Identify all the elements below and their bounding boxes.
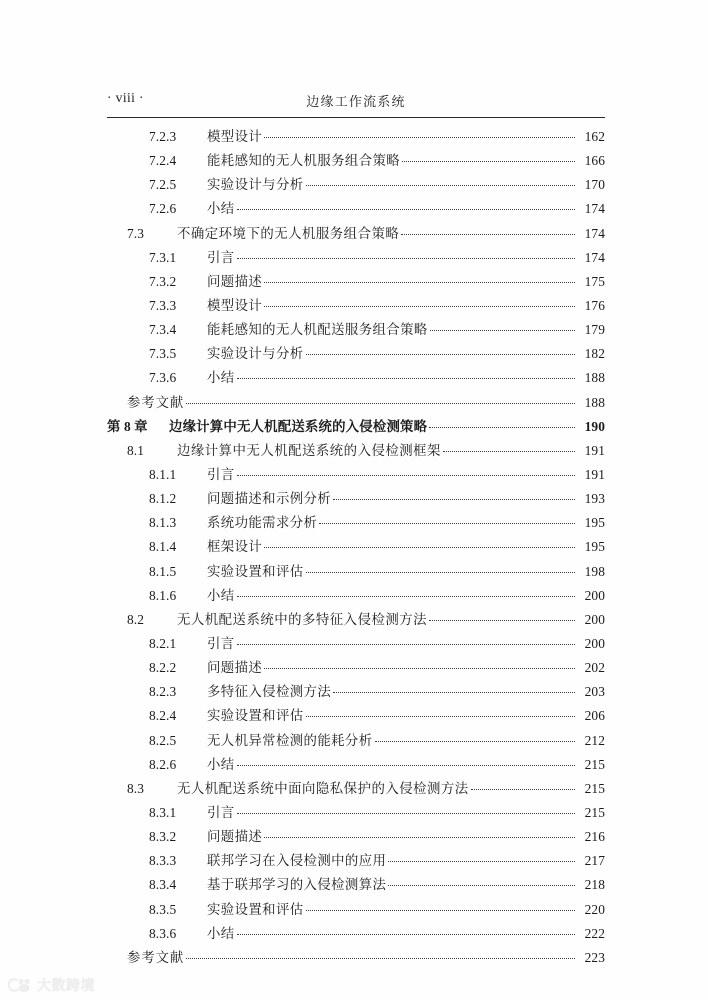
toc-entry-number: 8.1.1 — [149, 466, 177, 482]
toc-entry-page: 215 — [584, 780, 605, 796]
toc-entry[interactable] — [107, 440, 605, 464]
toc-dot-leader — [402, 152, 575, 165]
toc-dot-leader — [429, 418, 575, 431]
toc-dot-leader — [333, 490, 575, 503]
toc-dot-leader — [264, 659, 575, 672]
toc-entry[interactable] — [107, 874, 605, 898]
toc-entry-number: 7.3.4 — [149, 322, 177, 338]
toc-dot-leader — [443, 442, 575, 455]
toc-entry-title: 实验设计与分析 — [207, 346, 304, 362]
toc-entry[interactable] — [107, 633, 605, 657]
toc-entry[interactable] — [107, 778, 605, 802]
toc-entry-page: 174 — [584, 225, 605, 241]
toc-dot-leader — [375, 732, 576, 745]
toc-entry-page: 191 — [584, 466, 605, 482]
toc-entry[interactable] — [107, 536, 605, 560]
toc-entry[interactable] — [107, 174, 605, 198]
toc-entry-page: 218 — [584, 877, 605, 893]
toc-entry-title: 实验设计与分析 — [207, 177, 304, 193]
toc-entry-title: 引言 — [207, 804, 235, 820]
toc-entry-title: 小结 — [207, 370, 235, 386]
toc-entry-number: 8.2.2 — [149, 660, 177, 676]
toc-entry-number: 7.3.2 — [149, 273, 177, 289]
toc-entry[interactable] — [107, 343, 605, 367]
toc-entry[interactable] — [107, 657, 605, 681]
toc-entry-number: 8.2.4 — [149, 708, 177, 724]
toc-entry[interactable] — [107, 488, 605, 512]
watermark — [8, 975, 95, 995]
toc-entry-title: 小结 — [207, 756, 235, 772]
toc-entry-number: 7.3.5 — [149, 346, 177, 362]
toc-dot-leader — [264, 273, 575, 286]
header-rule — [107, 117, 605, 118]
toc-dot-leader — [237, 925, 575, 938]
toc-dot-leader — [186, 949, 575, 962]
toc-entry-number: 8.1 — [127, 442, 145, 458]
toc-entry-number: 7.2.6 — [149, 201, 177, 217]
toc-dot-leader — [388, 876, 575, 889]
toc-dot-leader — [237, 804, 575, 817]
toc-entry-number: 8.1.5 — [149, 563, 177, 579]
toc-entry-page: 195 — [584, 539, 605, 555]
toc-entry-page: 174 — [584, 249, 605, 265]
toc-entry-title: 系统功能需求分析 — [207, 515, 318, 531]
toc-entry-page: 190 — [584, 418, 605, 434]
toc-entry-title: 引言 — [207, 466, 235, 482]
toc-entry-number: 7.3 — [127, 225, 145, 241]
toc-entry[interactable] — [107, 464, 605, 488]
toc-entry-title: 实验设置和评估 — [207, 708, 304, 724]
toc-dot-leader — [429, 611, 575, 624]
toc-entry[interactable] — [107, 826, 605, 850]
toc-entry-title: 模型设计 — [207, 297, 263, 313]
toc-dot-leader — [237, 369, 575, 382]
toc-entry[interactable] — [107, 802, 605, 826]
toc-entry-page: 217 — [584, 853, 605, 869]
toc-dot-leader — [264, 538, 575, 551]
toc-entry-page: 191 — [584, 442, 605, 458]
toc-entry[interactable] — [107, 126, 605, 150]
toc-entry-title: 问题描述 — [207, 660, 263, 676]
toc-entry-number: 7.2.4 — [149, 153, 177, 169]
toc-entry-title: 参考文献 — [127, 949, 185, 965]
toc-entry[interactable] — [107, 899, 605, 923]
toc-dot-leader — [237, 635, 575, 648]
toc-dot-leader — [264, 297, 575, 310]
toc-entry[interactable] — [107, 850, 605, 874]
toc-entry-page: 175 — [584, 273, 605, 289]
toc-entry-title: 边缘计算中无人机配送系统的入侵检测策略 — [169, 418, 428, 434]
toc-entry-title: 小结 — [207, 925, 235, 941]
toc-entry-title: 能耗感知的无人机服务组合策略 — [207, 153, 401, 169]
toc-dot-leader — [430, 321, 575, 334]
toc-entry-page: 215 — [584, 756, 605, 772]
toc-entry-title: 无人机配送系统中的多特征入侵检测方法 — [177, 611, 428, 627]
toc-entry-number: 8.2.1 — [149, 635, 177, 651]
toc-entry-page: 223 — [584, 949, 605, 965]
toc-entry[interactable] — [107, 198, 605, 222]
toc-entry-number: 8.3.3 — [149, 853, 177, 869]
toc-dot-leader — [401, 225, 575, 238]
paw-logo-icon — [8, 977, 34, 994]
toc-dot-leader — [306, 176, 575, 189]
toc-entry-number: 8.2.6 — [149, 756, 177, 772]
toc-entry-page: 202 — [584, 660, 605, 676]
toc-entry-page: 162 — [584, 129, 605, 144]
toc-entry-page: 215 — [584, 804, 605, 820]
toc-entry-title: 实验设置和评估 — [207, 901, 304, 917]
toc-entry-page: 166 — [584, 153, 605, 169]
toc-entry-number: 8.2.3 — [149, 684, 177, 700]
toc-dot-leader — [319, 514, 575, 527]
toc-entry-title: 无人机异常检测的能耗分析 — [207, 732, 373, 748]
toc-dot-leader — [237, 587, 575, 600]
toc-entry-page: 195 — [584, 515, 605, 531]
toc-dot-leader — [306, 563, 575, 576]
toc-entry-page: 220 — [584, 901, 605, 917]
toc-entry-number: 8.1.3 — [149, 515, 177, 531]
toc-entry[interactable] — [107, 705, 605, 729]
toc-entry-number: 8.3 — [127, 780, 145, 796]
toc-entry[interactable] — [107, 730, 605, 754]
toc-entry-title: 实验设置和评估 — [207, 563, 304, 579]
toc-entry-title: 框架设计 — [207, 539, 263, 555]
toc-dot-leader — [471, 780, 575, 793]
toc-entry-number: 8.3.5 — [149, 901, 177, 917]
toc-entry[interactable] — [107, 416, 605, 440]
toc-dot-leader — [264, 828, 575, 841]
toc-entry-number: 7.3.1 — [149, 249, 177, 265]
toc-entry-page: 203 — [584, 684, 605, 700]
toc-entry-page: 179 — [584, 322, 605, 338]
toc-entry[interactable] — [107, 609, 605, 633]
toc-dot-leader — [237, 200, 575, 213]
toc-entry-page: 200 — [584, 587, 605, 603]
toc-entry-page: 200 — [584, 635, 605, 651]
toc-entry-title: 无人机配送系统中面向隐私保护的入侵检测方法 — [177, 780, 469, 796]
toc-entry-number: 8.1.4 — [149, 539, 177, 555]
toc-entry[interactable] — [107, 585, 605, 609]
toc-entry-page: 206 — [584, 708, 605, 724]
toc-entry[interactable] — [107, 367, 605, 391]
toc-entry-number: 8.2 — [127, 611, 145, 627]
toc-entry-title: 小结 — [207, 201, 235, 217]
toc-dot-leader — [237, 249, 575, 262]
toc-entry-title: 引言 — [207, 249, 235, 265]
toc-dot-leader — [306, 901, 575, 914]
toc-entry-number: 8.1.6 — [149, 587, 177, 603]
toc-entry-title: 多特征入侵检测方法 — [207, 684, 332, 700]
toc-dot-leader — [388, 852, 575, 865]
toc-entry-page: 170 — [584, 177, 605, 193]
toc-entry-page: 212 — [584, 732, 605, 748]
toc-dot-leader — [264, 128, 575, 141]
toc-entry-page: 222 — [584, 925, 605, 941]
toc-entry[interactable] — [107, 392, 605, 416]
toc-entry-title: 基于联邦学习的入侵检测算法 — [207, 877, 387, 893]
toc-entry[interactable] — [107, 681, 605, 705]
page-folio: · viii · — [107, 90, 144, 105]
toc-entry-number: 8.3.2 — [149, 829, 177, 845]
toc-entry[interactable] — [107, 223, 605, 247]
toc-entry-number: 7.2.3 — [149, 129, 177, 144]
toc-entry-title: 模型设计 — [207, 129, 263, 144]
book-title: 边缘工作流系统 — [306, 94, 406, 109]
running-head — [107, 90, 605, 116]
toc-dot-leader — [306, 345, 575, 358]
toc-entry-title: 问题描述 — [207, 829, 263, 845]
toc-entry-title: 能耗感知的无人机配送服务组合策略 — [207, 322, 428, 338]
toc-entry[interactable] — [107, 512, 605, 536]
toc-entry[interactable] — [107, 319, 605, 343]
toc-entry-page: 174 — [584, 201, 605, 217]
toc-entry-title: 问题描述和示例分析 — [207, 491, 332, 507]
toc-entry-number: 7.2.5 — [149, 177, 177, 193]
toc-entry[interactable] — [107, 754, 605, 778]
toc-entry-page: 200 — [584, 611, 605, 627]
toc-entry[interactable] — [107, 561, 605, 585]
toc-dot-leader — [237, 756, 575, 769]
toc-entry[interactable] — [107, 295, 605, 319]
watermark-label: 大数跨境 — [37, 977, 95, 993]
toc-entry-page: 188 — [584, 370, 605, 386]
toc-entry-number: 8.1.2 — [149, 491, 177, 507]
toc-entry[interactable] — [107, 271, 605, 295]
toc-entry[interactable] — [107, 150, 605, 174]
toc-entry-page: 188 — [584, 394, 605, 410]
toc-entry-page: 176 — [584, 297, 605, 313]
toc-entry[interactable] — [107, 947, 605, 971]
toc-entry-title: 不确定环境下的无人机服务组合策略 — [177, 225, 400, 241]
toc-dot-leader — [237, 466, 575, 479]
toc-entry-number: 8.2.5 — [149, 732, 177, 748]
toc-entry-number: 8.3.6 — [149, 925, 177, 941]
toc-entry-page: 198 — [584, 563, 605, 579]
toc-dot-leader — [186, 394, 575, 407]
toc-entry-number: 7.3.6 — [149, 370, 177, 386]
table-of-contents — [107, 126, 605, 971]
toc-entry-title: 引言 — [207, 635, 235, 651]
toc-entry[interactable] — [107, 923, 605, 947]
toc-entry-page: 216 — [584, 829, 605, 845]
toc-entry-number: 7.3.3 — [149, 297, 177, 313]
toc-entry-title: 联邦学习在入侵检测中的应用 — [207, 853, 387, 869]
toc-entry-number: 第 8 章 — [107, 418, 148, 434]
toc-entry-title: 参考文献 — [127, 394, 185, 410]
toc-entry-page: 193 — [584, 491, 605, 507]
toc-entry-title: 问题描述 — [207, 273, 263, 289]
toc-entry-number: 8.3.4 — [149, 877, 177, 893]
toc-dot-leader — [333, 683, 575, 696]
toc-entry-page: 182 — [584, 346, 605, 362]
toc-dot-leader — [306, 707, 575, 720]
toc-entry[interactable] — [107, 247, 605, 271]
toc-entry-number: 8.3.1 — [149, 804, 177, 820]
toc-entry-title: 小结 — [207, 587, 235, 603]
toc-entry-title: 边缘计算中无人机配送系统的入侵检测框架 — [177, 442, 441, 458]
